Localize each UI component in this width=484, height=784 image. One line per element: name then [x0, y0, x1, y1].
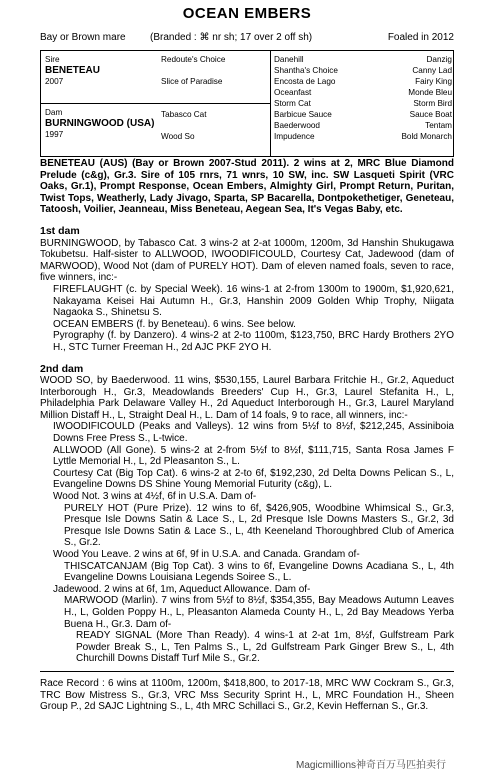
dam-label: Dam [45, 108, 63, 117]
pedigree-entry: OCEAN EMBERS (f. by Beneteau). 6 wins. See below. [53, 318, 296, 330]
pedigree-entry: THISCATCANJAM (Big Top Cat). 3 wins to 6f, Evangeline Downs Acadiana S., L, 4th Evangeline Downs Louisiana Legends Soiree S., L. [64, 560, 454, 584]
horse-name-title: OCEAN EMBERS [182, 5, 312, 22]
second-dam-heading: 2nd dam [40, 362, 84, 375]
sire-summary: BENETEAU (AUS) (Bay or Brown 2007-Stud 2011). 2 wins at 2, MRC Blue Diamond Prelude (c&g), Gr.3. Sire of 105 rnrs, 71 wnrs, 10 SW, inc. SW Lasqueti Spirit (VRC Oaks, Gr.1), Prompt Response, Ocean Embers, Almighty Girl, Prompt Return, Puritan, Twist Tops, Weatherly, Lady Jivago, Sparta, SP Bacarella, Dontpokethetiger, Geneteau, Tatoosh, Voilier, Jeanneau, Miss Beneteau, Aegean Sea, It's Vegas Baby, etc. [40, 158, 454, 216]
pedigree-great-grandparents [274, 54, 452, 142]
sire-sire: Redoute's Choice [161, 55, 226, 64]
pedigree-row: Baederwood Tentam [274, 121, 452, 130]
pedigree-row: Barbicue Sauce Sauce Boat [274, 110, 452, 119]
foaled-year: Foaled in 2012 [387, 32, 454, 43]
pedigree-row: Shantha's Choice Canny Lad [274, 66, 452, 75]
sire-label: Sire [45, 55, 60, 64]
pedigree-row: Impudence Bold Monarch [274, 132, 452, 141]
pedigree-entry: Wood Not. 3 wins at 4½f, 6f in U.S.A. Dam of- [53, 491, 257, 503]
pedigree-entry: Courtesy Cat (Big Top Cat). 6 wins-2 at 2-to 6f, $192,230, 2d Delta Downs Pelican S., L, Evangeline Downs DS Shine Young Memorial Futurity (c&g), L. [53, 467, 454, 491]
pedigree-row: Danehill Danzig [274, 55, 452, 64]
pedigree-entry: MARWOOD (Marlin). 7 wins from 5½f to 8½f, $354,355, Bay Meadows Autumn Leaves H., L, Golden Poppy H., L, Pleasanton Alameda County H., L, 2d Bay Meadows Yerba Buena H., Gr.3. Dam of- [64, 595, 454, 630]
pedigree-row: Storm Cat Storm Bird [274, 99, 452, 108]
race-record: Race Record : 6 wins at 1100m, 1200m, $418,800, to 2017-18, MRC WW Cockram S., Gr.3, TRC Bow Mistress S., Gr.3, VRC Mss Security Sprint H., L, MRC Foundation H., Sheen Group P., 2d SAJC Lightning S., L, 4th MRC Schillaci S., Gr.2, Kevin Heffernan S., Gr.3. [40, 677, 454, 713]
pedigree-entry: IWOODIFICOULD (Peaks and Valleys). 12 wins from 5½f to 8½f, $212,245, Assiniboia Downs Free Press S., L-twice. [53, 421, 454, 445]
watermark: Magicmillions神奇百万马匹拍卖行 [295, 760, 446, 771]
pedigree-entry: FIREFLAUGHT (c. by Special Week). 16 wins-1 at 2-from 1300m to 1900m, $1,920,621, Nakayama Keisei Hai Autumn H., Gr.3, Hanshin 2009 Golden Whip Trophy, Niigata Nagaoka S., Shinetsu S. [53, 283, 454, 319]
catalogue-body [40, 158, 454, 713]
pedigree-entry: Wood You Leave. 2 wins at 6f, 9f in U.S.A. and Canada. Grandam of- [53, 549, 360, 560]
pedigree-entry: WOOD SO, by Baederwood. 11 wins, $530,155, Laurel Barbara Fritchie H., Gr.2, Aqueduct Interborough H., Gr.3, Meadowlands Breeders' Cup H., Gr.3, Laurel Stefanita H., L, Philadelphia Park Delaware Valley H., 2d Aqueduct Interborough H., Gr.3, Laurel Maryland Million Distaff H., L, Straight Deal H., L. Dam of 14 foals, 9 to race, all winners, inc:- [40, 375, 454, 421]
sire-name: BENETEAU [45, 65, 101, 76]
catalogue-page [40, 0, 454, 784]
sire-dam: Slice of Paradise [161, 77, 223, 86]
first-dam-section [40, 238, 454, 354]
dam-sire: Tabasco Cat [161, 110, 207, 119]
dam-name: BURNINGWOOD (USA) [45, 118, 155, 129]
pedigree-row: Oceanfast Monde Bleu [274, 88, 452, 97]
pedigree-entry: ALLWOOD (All Gone). 5 wins-2 at 2-from 5½f to 8½f, $111,715, Santa Rosa James F Lyttle Memorial H., L, 2d Pleasanton S., L. [53, 444, 454, 468]
pedigree-parents [45, 54, 155, 140]
section-divider [40, 671, 454, 672]
brand-info: (Branded : ⌘ nr sh; 17 over 2 off sh) [150, 32, 313, 43]
pedigree-entry: BURNINGWOOD, by Tabasco Cat. 3 wins-2 at 2-at 1000m, 1200m, 3d Hanshin Shukugawa Tokubetsu. Half-sister to ALLWOOD, IWOODIFICOULD, Courtesy Cat, Jadewood (dam of MARWOOD), Wood Not (dam of PURELY HOT). Dam of eleven named foals, seven to race, five winners, inc:- [40, 237, 454, 284]
pedigree-entry: Jadewood. 2 wins at 6f, 1m, Aqueduct Allowance. Dam of- [53, 583, 311, 595]
pedigree-entry: PURELY HOT (Pure Prize). 12 wins to 6f, $426,905, Woodbine Whimsical S., Gr.3, Presque Isle Downs Satin & Lace S., L, 2d Presque Isle Downs Masters S., Gr.2, 3d Presque Isle Downs Satin & Lace S., L, 4th Keeneland Thoroughbred Club of America S., Gr.2. [64, 502, 454, 549]
pedigree-row: Encosta de Lago Fairy King [274, 77, 452, 86]
second-dam-section [40, 375, 454, 665]
dam-year: 1997 [45, 130, 64, 139]
pedigree-entry: READY SIGNAL (More Than Ready). 4 wins-1 at 2-at 1m, 8½f, Gulfstream Park Powder Break S., L, Ten Palms S., L, 2d Gulfstream Park Ginger Brew S., L, 4th Churchill Downs Distaff Turf Mile S., Gr.2. [76, 630, 454, 665]
pedigree-grandparents [161, 54, 271, 142]
dam-dam: Wood So [161, 132, 195, 141]
colour-sex: Bay or Brown mare [40, 32, 126, 43]
sire-year: 2007 [45, 77, 64, 86]
pedigree-box [40, 50, 454, 157]
pedigree-entry: Pyrography (f. by Danzero). 4 wins-2 at 2-to 1100m, $123,750, BRC Hardy Brothers 2YO H., STC Turner Freeman H., 2d AJC PKF 2YO H. [53, 330, 454, 353]
first-dam-heading: 1st dam [40, 224, 80, 237]
